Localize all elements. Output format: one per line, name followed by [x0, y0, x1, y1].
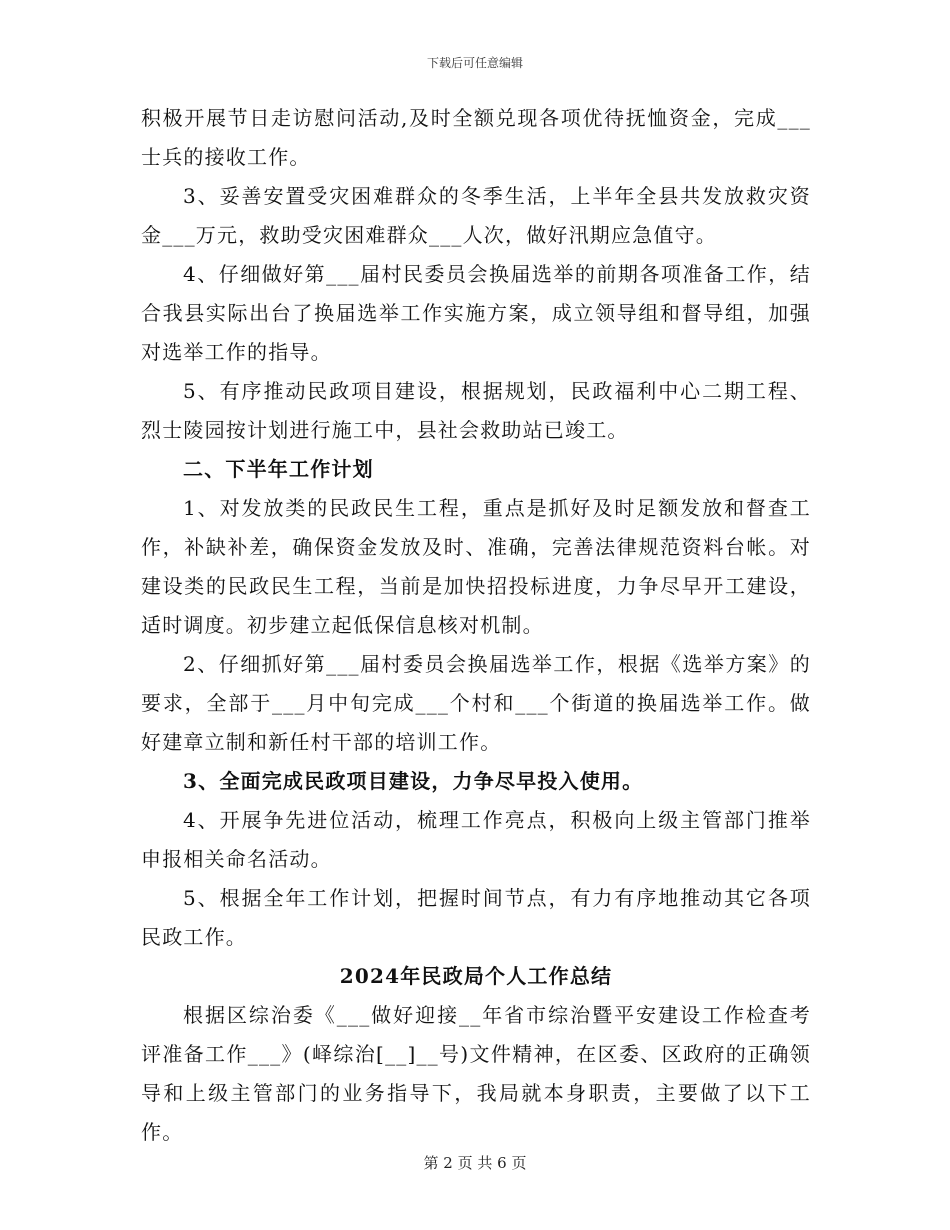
- paragraph-item-3-disaster-relief: 3、妥善安置受灾困难群众的冬季生活，上半年全县共发放救灾资金___万元，救助受灾困难群众___人次，做好汛期应急值守。: [141, 184, 811, 247]
- paragraph-plan-item-4: 4、开展争先进位活动，梳理工作亮点，积极向上级主管部门推举申报相关命名活动。: [141, 808, 811, 871]
- paragraph-plan-item-2: 2、仔细抓好第___届村委员会换届选举工作，根据《选举方案》的要求，全部于___月中旬完成___个村和___个街道的换届选举工作。做好建章立制和新任村干部的培训工作。: [141, 652, 811, 754]
- paragraph-item-5-project-construction: 5、有序推动民政项目建设，根据规划，民政福利中心二期工程、烈士陵园按计划进行施工中，县社会救助站已竣工。: [141, 379, 811, 442]
- paragraph-intro: 根据区综治委《___做好迎接__年省市综治暨平安建设工作检查考评准备工作___》(峄综治[__]__号)文件精神，在区委、区政府的正确领导和上级主管部门的业务指导下，我局就本身职责，主要做了以下工作。: [141, 1003, 811, 1144]
- document-body: [141, 99, 811, 1152]
- paragraph-plan-item-3: 3、全面完成民政项目建设，力争尽早投入使用。: [183, 769, 644, 793]
- document-title: 2024年民政局个人工作总结: [339, 964, 613, 988]
- paragraph-continuation: 积极开展节日走访慰问活动,及时全额兑现各项优待抚恤资金，完成___士兵的接收工作。: [141, 106, 811, 169]
- page-footer: 第 2 页 共 6 页: [423, 1154, 527, 1172]
- section-heading-second-half-plan: 二、下半年工作计划: [183, 457, 374, 481]
- paragraph-item-4-election-prep: 4、仔细做好第___届村民委员会换届选举的前期各项准备工作，结合我县实际出台了换届选举工作实施方案，成立领导组和督导组，加强对选举工作的指导。: [141, 262, 811, 364]
- paragraph-plan-item-5: 5、根据全年工作计划，把握时间节点，有力有序地推动其它各项民政工作。: [141, 886, 811, 949]
- page-header: 下载后可任意编辑: [426, 56, 523, 70]
- paragraph-plan-item-1: 1、对发放类的民政民生工程，重点是抓好及时足额发放和督查工作，补缺补差，确保资金发放及时、准确，完善法律规范资料台帐。对建设类的民政民生工程，当前是加快招投标进度，力争尽早开工建设，适时调度。初步建立起低保信息核对机制。: [141, 496, 811, 637]
